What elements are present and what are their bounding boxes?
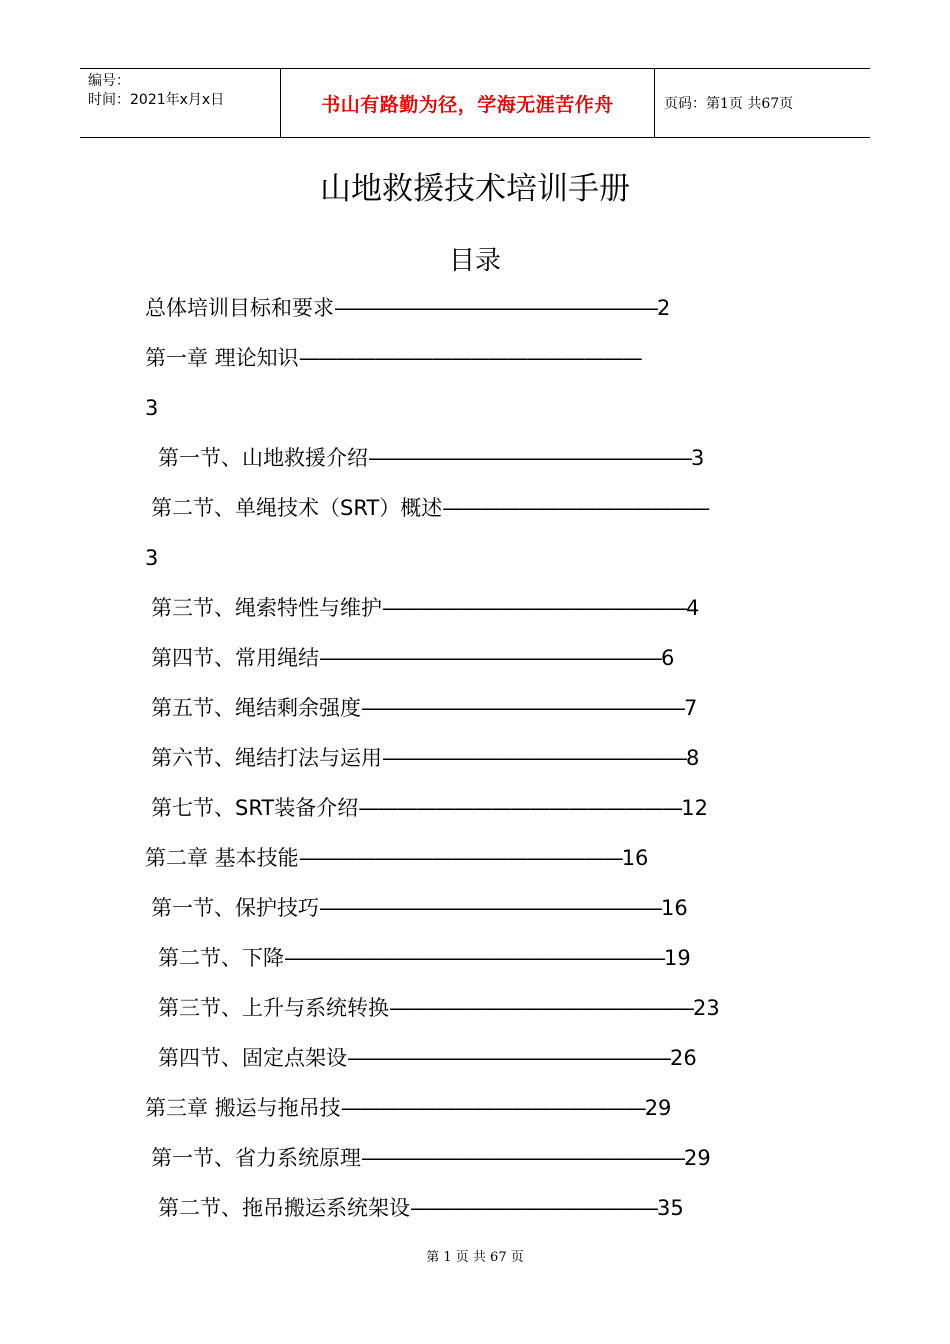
toc-entry-label: 第一节、保护技巧 — [151, 896, 319, 920]
header-page-info: 页码：第1页 共67页 — [664, 96, 794, 112]
toc-entry[interactable] — [145, 1095, 671, 1121]
toc-entry[interactable] — [158, 1195, 684, 1221]
toc-entry[interactable] — [145, 345, 641, 371]
toc-leader: ————————————————— — [298, 846, 622, 870]
toc-entry-page: 29 — [684, 1146, 711, 1170]
toc-entry-label: 第一节、山地救援介绍 — [158, 446, 368, 470]
toc-leader: ————————————————— — [358, 796, 682, 820]
toc-entry-label: 第二节、下降 — [158, 946, 284, 970]
toc-leader: ————————————————— — [361, 1146, 684, 1170]
toc-entry-label: 第三章 搬运与拖吊技 — [145, 1096, 341, 1120]
toc-entry-page: 29 — [644, 1096, 672, 1120]
toc-entry-label: 第四节、常用绳结 — [151, 646, 319, 670]
toc-entry-label: 第五节、绳结剩余强度 — [151, 696, 361, 720]
toc-entry-page: 8 — [686, 746, 700, 770]
toc-leader: ————————————————— — [361, 696, 684, 720]
toc-leader: ————————————————— — [334, 296, 657, 320]
toc-entry[interactable] — [151, 1145, 711, 1171]
toc-entry[interactable] — [158, 1045, 697, 1071]
toc-leader: ———————————————— — [340, 1096, 645, 1120]
toc-entry-label: 第一节、省力系统原理 — [151, 1146, 361, 1170]
toc-entry[interactable] — [158, 945, 691, 971]
toc-entry-label: 第一章 理论知识 — [145, 346, 299, 370]
toc-entry-label: 第二章 基本技能 — [145, 846, 299, 870]
document-title: 山地救援技术培训手册 — [320, 171, 630, 207]
toc-entry-label: 第七节、SRT装备介绍 — [151, 796, 359, 820]
toc-leader: ———————————————— — [382, 746, 686, 770]
toc-entry[interactable] — [151, 645, 674, 671]
toc-entry-label: 第三节、绳索特性与维护 — [151, 596, 382, 620]
toc-entry-page: 2 — [657, 296, 671, 320]
toc-entry[interactable] — [145, 845, 648, 871]
header-page-cell — [655, 69, 870, 137]
toc-entry[interactable] — [151, 695, 697, 721]
toc-entry-page: 19 — [664, 946, 691, 970]
toc-entry-page-wrapped: 3 — [145, 396, 159, 420]
toc-entry-label: 第四节、固定点架设 — [158, 1046, 347, 1070]
toc-entry[interactable] — [158, 995, 720, 1021]
header-motto: 书山有路勤为径，学海无涯苦作舟 — [321, 93, 614, 116]
toc-entry[interactable] — [151, 595, 699, 621]
toc-entry-page: 35 — [657, 1196, 684, 1220]
toc-entry-page: 23 — [693, 996, 720, 1020]
toc-entry-page: 26 — [670, 1046, 697, 1070]
toc-entry-label: 第三节、上升与系统转换 — [158, 996, 389, 1020]
toc-entry[interactable] — [151, 795, 708, 821]
toc-heading: 目录 — [448, 246, 501, 276]
toc-leader: —————————————————— — [298, 346, 641, 370]
header-motto-cell — [281, 69, 655, 137]
doc-date: 时间：2021年x月x日 — [88, 92, 225, 108]
toc-entry-label: 第二节、单绳技术（SRT）概述 — [151, 496, 443, 520]
toc-entry-label: 第六节、绳结打法与运用 — [151, 746, 382, 770]
doc-code-label: 编号： — [88, 73, 130, 89]
toc-entry-page: 16 — [621, 846, 649, 870]
toc-leader: ————————————————— — [368, 446, 691, 470]
page-header — [80, 68, 870, 138]
toc-entry-page: 4 — [686, 596, 700, 620]
toc-entry-page: 7 — [684, 696, 698, 720]
toc-entry-page: 16 — [661, 896, 688, 920]
toc-entry-page: 6 — [661, 646, 675, 670]
toc-entry-label: 总体培训目标和要求 — [145, 296, 334, 320]
toc-leader: ———————————————— — [382, 596, 686, 620]
toc-leader: —————————————————— — [319, 896, 661, 920]
header-meta-cell — [80, 69, 281, 137]
toc-leader: ———————————————————— — [284, 946, 664, 970]
toc-entry[interactable] — [158, 445, 704, 471]
toc-entry-page-wrapped: 3 — [145, 546, 159, 570]
toc-leader: ————————————— — [410, 1196, 657, 1220]
toc-entry[interactable] — [145, 295, 670, 321]
toc-leader: —————————————— — [442, 496, 709, 520]
toc-leader: —————————————————— — [319, 646, 661, 670]
toc-entry-page: 3 — [691, 446, 705, 470]
toc-entry[interactable] — [151, 495, 708, 521]
toc-entry-page: 12 — [681, 796, 708, 820]
toc-leader: ———————————————— — [389, 996, 693, 1020]
page-footer: 第 1 页 共 67 页 — [426, 1250, 524, 1265]
toc-entry-label: 第二节、拖吊搬运系统架设 — [158, 1196, 410, 1220]
toc-leader: ————————————————— — [347, 1046, 670, 1070]
toc-entry[interactable] — [151, 745, 699, 771]
toc-entry[interactable] — [151, 895, 688, 921]
